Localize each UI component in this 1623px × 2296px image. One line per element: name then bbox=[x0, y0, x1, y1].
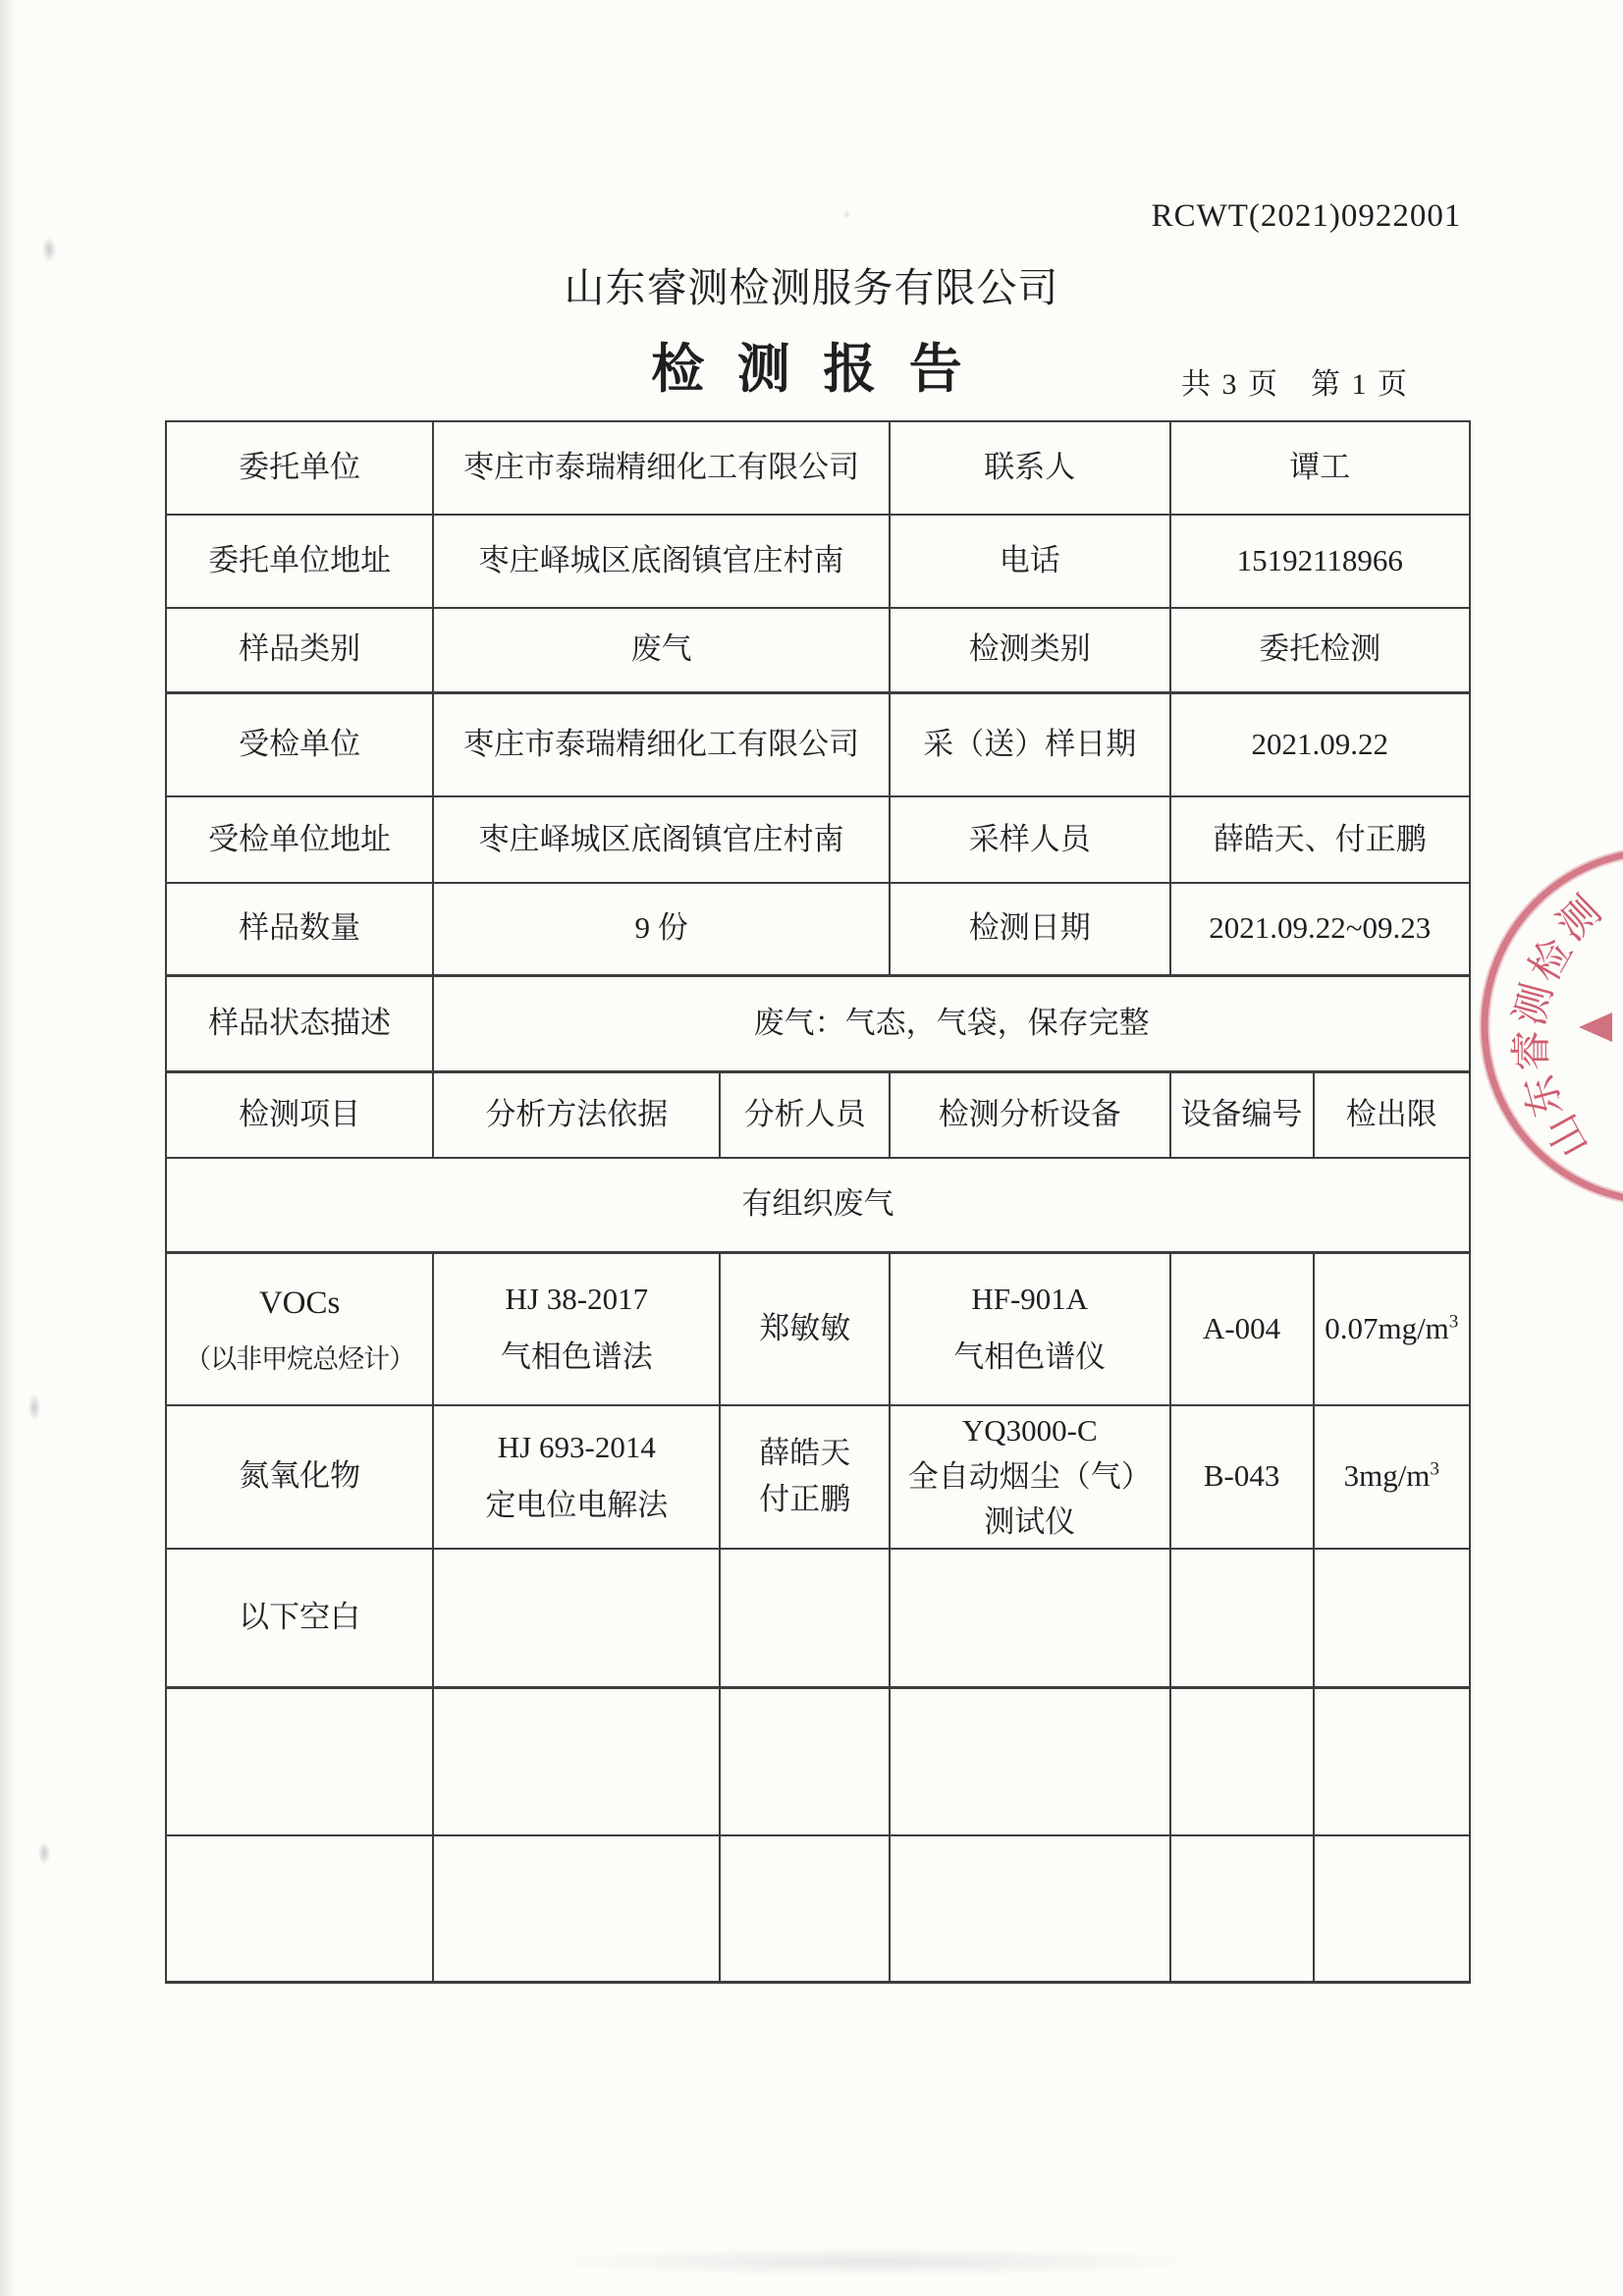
empty-cell bbox=[1170, 1549, 1314, 1688]
scan-artifact bbox=[27, 1393, 41, 1422]
test-item-note: （以非甲烷总烃计） bbox=[185, 1343, 415, 1374]
table-row bbox=[166, 883, 1470, 975]
scan-artifact bbox=[842, 210, 851, 219]
seal-character: 睿 bbox=[1510, 1029, 1556, 1072]
field-value: 枣庄峄城区底阁镇官庄村南 bbox=[433, 515, 890, 608]
field-label: 检测类别 bbox=[890, 608, 1170, 692]
empty-cell bbox=[890, 1688, 1170, 1835]
table-row bbox=[166, 796, 1470, 883]
section-row bbox=[166, 1158, 1470, 1252]
empty-cell bbox=[1170, 1688, 1314, 1835]
empty-cell bbox=[166, 1835, 433, 1983]
company-name: 山东睿测检测服务有限公司 bbox=[564, 265, 1059, 310]
instrument: HF-901A 气相色谱仪 bbox=[890, 1252, 1170, 1405]
empty-cell bbox=[433, 1835, 720, 1983]
field-value: 委托检测 bbox=[1170, 608, 1470, 692]
detection-limit: $3mg/m^3$ bbox=[1314, 1405, 1470, 1549]
empty-cell bbox=[1314, 1688, 1470, 1835]
seal-character: 测 bbox=[1548, 888, 1610, 951]
field-label: 委托单位地址 bbox=[166, 515, 433, 608]
table-row bbox=[166, 608, 1470, 692]
test-item-name: VOCs bbox=[258, 1285, 341, 1322]
test-item-name: 氮氧化物 bbox=[239, 1458, 361, 1494]
column-header: 分析方法依据 bbox=[433, 1071, 720, 1158]
seal-star-tip bbox=[1579, 1012, 1612, 1042]
instrument-number: A-004 bbox=[1170, 1252, 1314, 1405]
field-label: 电话 bbox=[890, 515, 1170, 608]
sample-state-row bbox=[166, 975, 1470, 1071]
field-label: 样品数量 bbox=[166, 883, 433, 975]
empty-cell bbox=[1170, 1835, 1314, 1983]
field-value: 薛皓天、付正鹏 bbox=[1170, 796, 1470, 883]
section-title: 有组织废气 bbox=[166, 1158, 1470, 1252]
empty-cell bbox=[720, 1688, 890, 1835]
column-header: 检测项目 bbox=[166, 1071, 433, 1158]
end-note: 以下空白 bbox=[166, 1549, 433, 1688]
empty-cell bbox=[433, 1549, 720, 1688]
scan-artifact bbox=[37, 1840, 51, 1866]
field-label: 委托单位 bbox=[166, 421, 433, 515]
field-value: 废气：气态，气袋，保存完整 bbox=[433, 975, 1470, 1071]
analyst: 郑敏敏 bbox=[720, 1252, 890, 1405]
page-count: 共 3 页 第 1 页 bbox=[1181, 368, 1409, 401]
method: HJ 38-2017 气相色谱法 bbox=[433, 1252, 720, 1405]
detection-limit: $0.07mg/m^3$ bbox=[1314, 1252, 1470, 1405]
scan-artifact bbox=[530, 2247, 1217, 2276]
empty-cell bbox=[720, 1549, 890, 1688]
seal-character: 东 bbox=[1517, 1069, 1572, 1122]
empty-row bbox=[166, 1688, 1470, 1835]
field-label: 样品类别 bbox=[166, 608, 433, 692]
table-row bbox=[166, 692, 1470, 796]
column-header: 检出限 bbox=[1314, 1071, 1470, 1158]
test-item bbox=[166, 1405, 433, 1549]
report-table bbox=[165, 420, 1471, 1984]
empty-cell bbox=[433, 1688, 720, 1835]
field-label: 样品状态描述 bbox=[166, 975, 433, 1071]
empty-cell bbox=[1314, 1549, 1470, 1688]
seal-character: 检 bbox=[1522, 931, 1582, 990]
field-value: 15192118966 bbox=[1170, 515, 1470, 608]
analysis-header-row bbox=[166, 1071, 1470, 1158]
field-value: 谭工 bbox=[1170, 421, 1470, 515]
field-value: 2021.09.22 bbox=[1170, 692, 1470, 796]
seal-character: 测 bbox=[1507, 978, 1562, 1031]
column-header: 检测分析设备 bbox=[890, 1071, 1170, 1158]
field-label: 采（送）样日期 bbox=[890, 692, 1170, 796]
field-value: 2021.09.22~09.23 bbox=[1170, 883, 1470, 975]
empty-cell bbox=[890, 1835, 1170, 1983]
field-value: 枣庄峄城区底阁镇官庄村南 bbox=[433, 796, 890, 883]
field-label: 检测日期 bbox=[890, 883, 1170, 975]
analysis-row bbox=[166, 1252, 1470, 1405]
column-header: 分析人员 bbox=[720, 1071, 890, 1158]
empty-cell bbox=[890, 1549, 1170, 1688]
field-label: 采样人员 bbox=[890, 796, 1170, 883]
report-title: 检 测 报 告 bbox=[651, 340, 972, 399]
field-value: 废气 bbox=[433, 608, 890, 692]
empty-row bbox=[166, 1835, 1470, 1983]
test-item bbox=[166, 1252, 433, 1405]
field-value: 枣庄市泰瑞精细化工有限公司 bbox=[433, 692, 890, 796]
field-label: 受检单位地址 bbox=[166, 796, 433, 883]
field-value: 9 份 bbox=[433, 883, 890, 975]
field-label: 受检单位 bbox=[166, 692, 433, 796]
instrument: YQ3000-C 全自动烟尘（气） 测试仪 bbox=[890, 1405, 1170, 1549]
empty-cell bbox=[166, 1688, 433, 1835]
report-number: RCWT(2021)0922001 bbox=[1151, 198, 1462, 234]
empty-cell bbox=[1314, 1835, 1470, 1983]
field-label: 联系人 bbox=[890, 421, 1170, 515]
seal-character: 山 bbox=[1539, 1106, 1598, 1165]
empty-cell bbox=[720, 1835, 890, 1983]
analysis-row bbox=[166, 1405, 1470, 1549]
end-note-row bbox=[166, 1549, 1470, 1688]
table-row bbox=[166, 421, 1470, 515]
instrument-number: B-043 bbox=[1170, 1405, 1314, 1549]
analyst: 薛皓天 付正鹏 bbox=[720, 1405, 890, 1549]
column-header: 设备编号 bbox=[1170, 1071, 1314, 1158]
field-value: 枣庄市泰瑞精细化工有限公司 bbox=[433, 421, 890, 515]
table-row bbox=[166, 515, 1470, 608]
method: HJ 693-2014 定电位电解法 bbox=[433, 1405, 720, 1549]
